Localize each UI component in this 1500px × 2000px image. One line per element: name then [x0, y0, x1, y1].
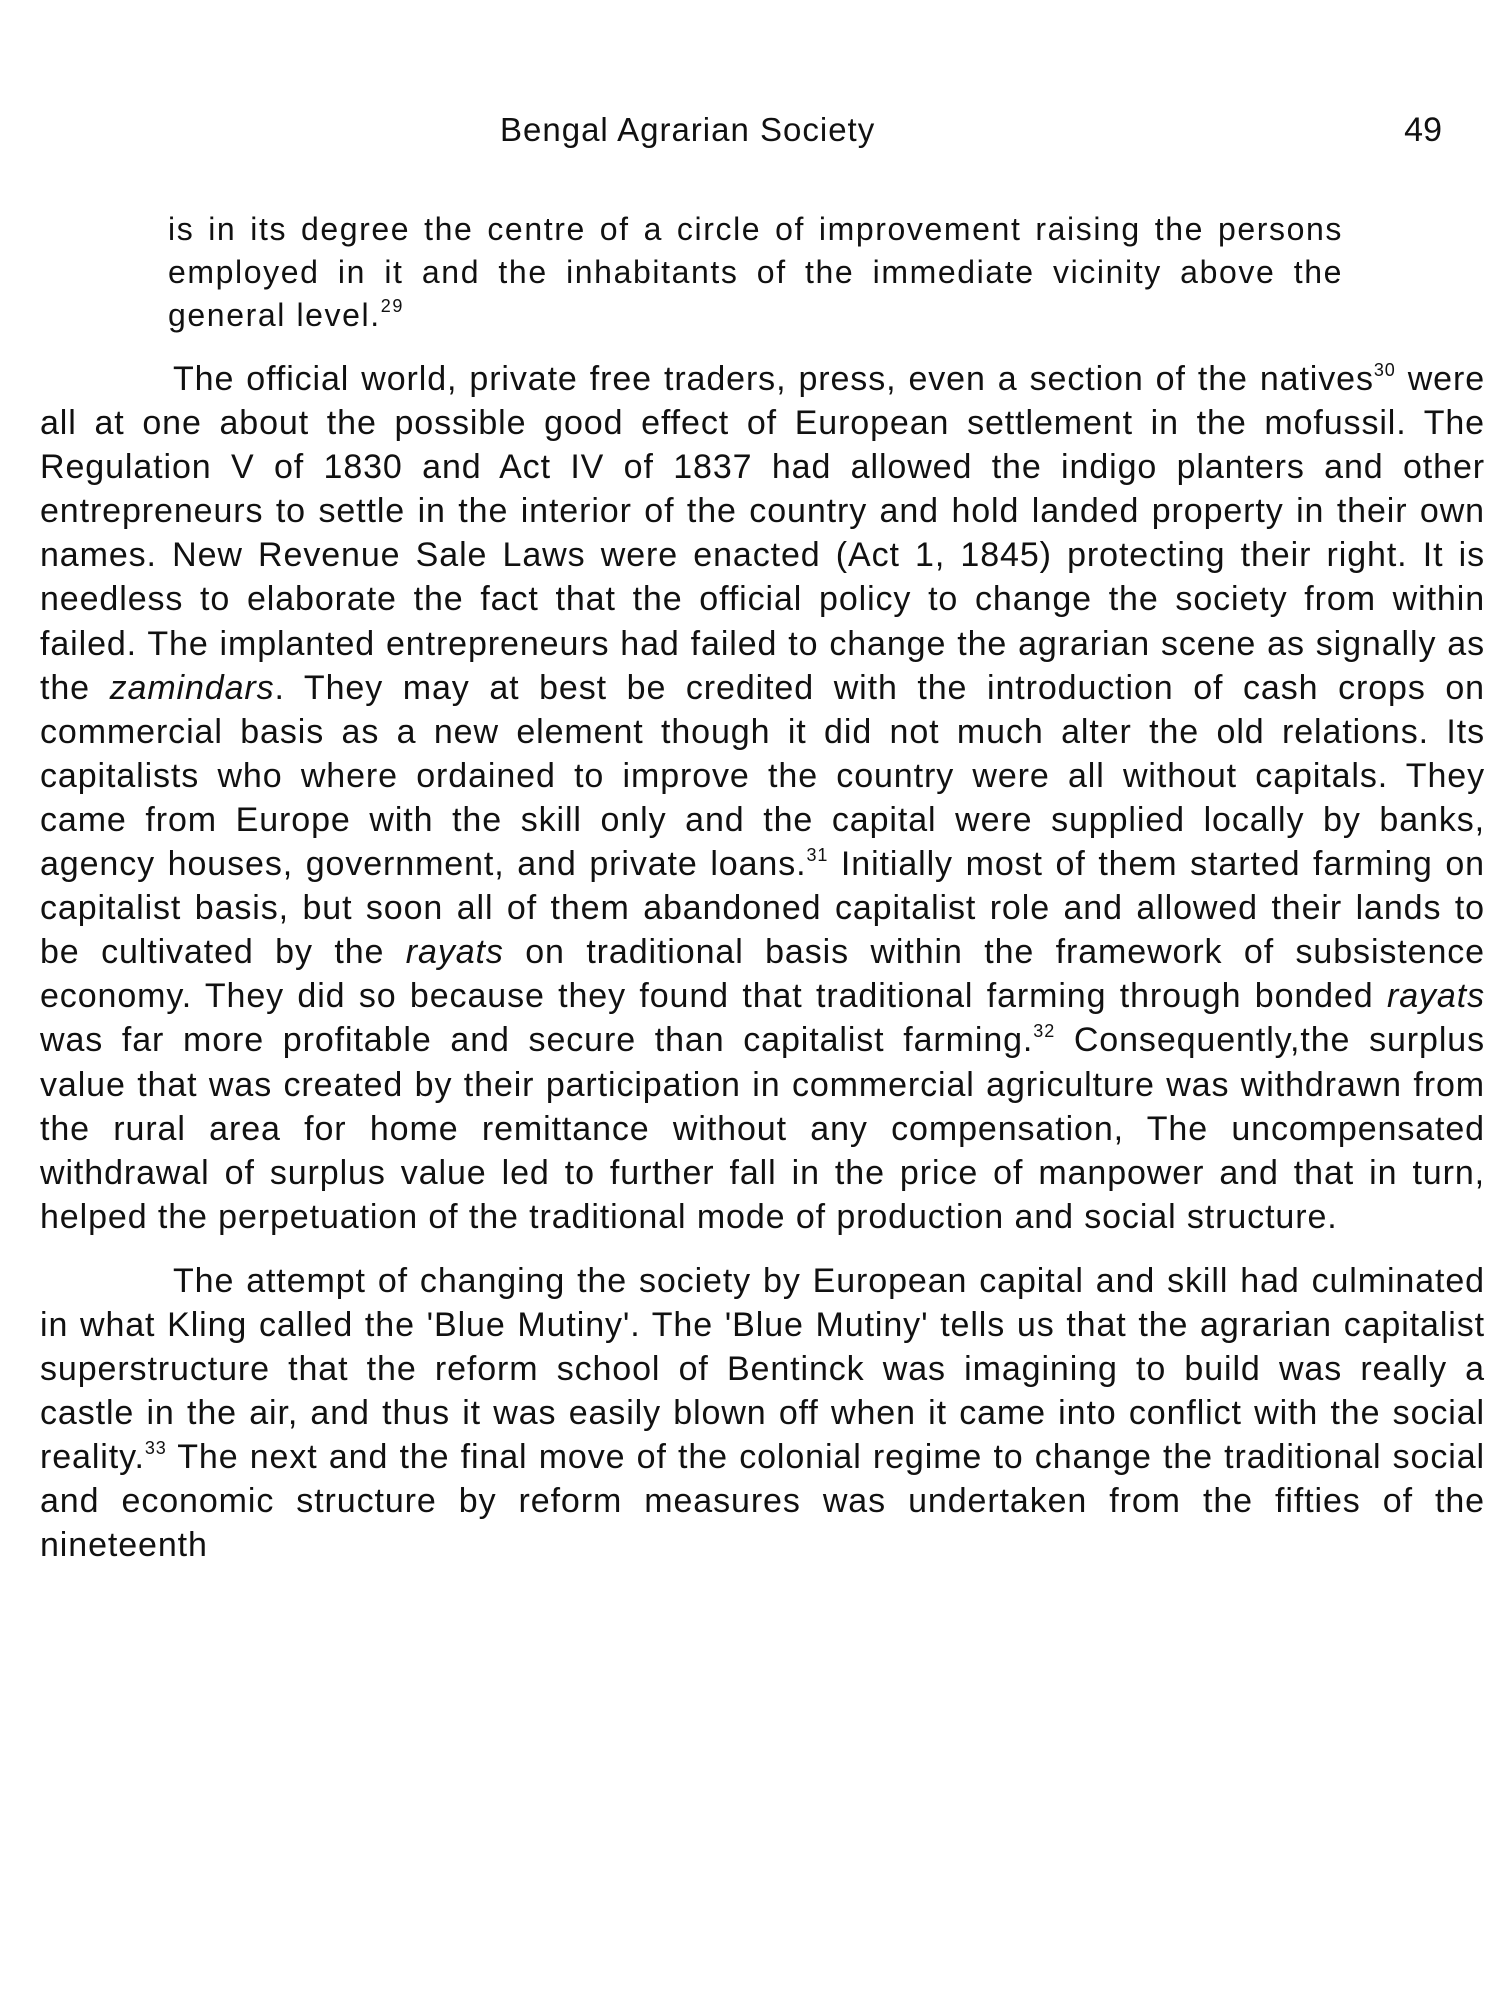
footnote-ref-31: 31 — [806, 845, 829, 866]
paragraph-text: Initially most of them started farming on capitalist basis, but soon all of them abandoned capitalist role and allowed their lands to be cultivated by the — [40, 845, 1485, 972]
paragraph-text: Consequently,the surplus value that was created by their participation in commercial agriculture was withdrawn from the rural area for home remittance without any compensation, The uncompensated withdrawal of surplus value led to further fall in the price of manpower and that in turn, helped the perpetuation of the traditional mode of production and social structure. — [40, 1021, 1485, 1236]
italic-term: rayats — [1387, 977, 1485, 1016]
running-title: Bengal Agrarian Society — [500, 111, 876, 148]
quote-text: is in its degree the centre of a circle of improvement raising the persons employed in it and the inhabitants of the immediate vicinity above the general level. — [168, 211, 1343, 333]
footnote-ref-29: 29 — [380, 296, 404, 316]
paragraph-european-settlement — [40, 357, 1485, 1239]
footnote-ref-33: 33 — [144, 1438, 167, 1459]
block-quote — [168, 208, 1343, 337]
footnote-ref-32: 32 — [1033, 1021, 1056, 1042]
page-header — [0, 108, 1500, 152]
italic-term: zamindars — [109, 668, 275, 707]
page-number: 49 — [1404, 111, 1442, 149]
paragraph-text: were all at one about the possible good effect of European settlement in the mofussil. The Regulation V of 1830 and Act IV of 1837 had allowed the indigo planters and other entrepreneurs to settle in the interior of the country and hold landed property in their own names. New Revenue Sale Laws were enacted (Act 1, 1845) protecting their right. It is needless to elaborate the fact that the official policy to change the society from within failed. The implanted entrepreneurs had failed to change the agrarian scene as signally as the — [40, 360, 1485, 707]
footnote-ref-30: 30 — [1373, 360, 1396, 380]
paragraph-text: on traditional basis within the framework of subsistence economy. They did so because they found that traditional farming through bonded — [40, 933, 1485, 1016]
paragraph-text: was far more profitable and secure than capitalist farming. — [40, 1021, 1034, 1060]
paragraph-text: The official world, private free traders, press, even a section of the natives — [173, 360, 1374, 398]
paragraph-text: The attempt of changing the society by European capital and skill had culminated in what Kling called the 'Blue Mutiny'. The 'Blue Mutiny' tells us that the agrarian capitalist superstructure that the reform school of Bentinck was imagining to build was really a castle in the air, and thus it was easily blown off when it came into conflict with the social reality. — [40, 1261, 1485, 1477]
body-text — [40, 208, 1485, 1568]
paragraph-text: . They may at best be credited with the introduction of cash crops on commercial basis as a new element though it did not much alter the old relations. Its capitalists who where ordained to improve the country were all without capitals. They came from Europe with the skill only and the capital were supplied locally by banks, agency houses, government, and private loans. — [40, 668, 1485, 884]
paragraph-text: The next and the final move of the colonial regime to change the traditional social and economic structure by reform measures was undertaken from the fifties of the nineteenth — [40, 1438, 1485, 1565]
paragraph-blue-mutiny — [40, 1259, 1485, 1568]
italic-term: rayats — [405, 933, 504, 972]
